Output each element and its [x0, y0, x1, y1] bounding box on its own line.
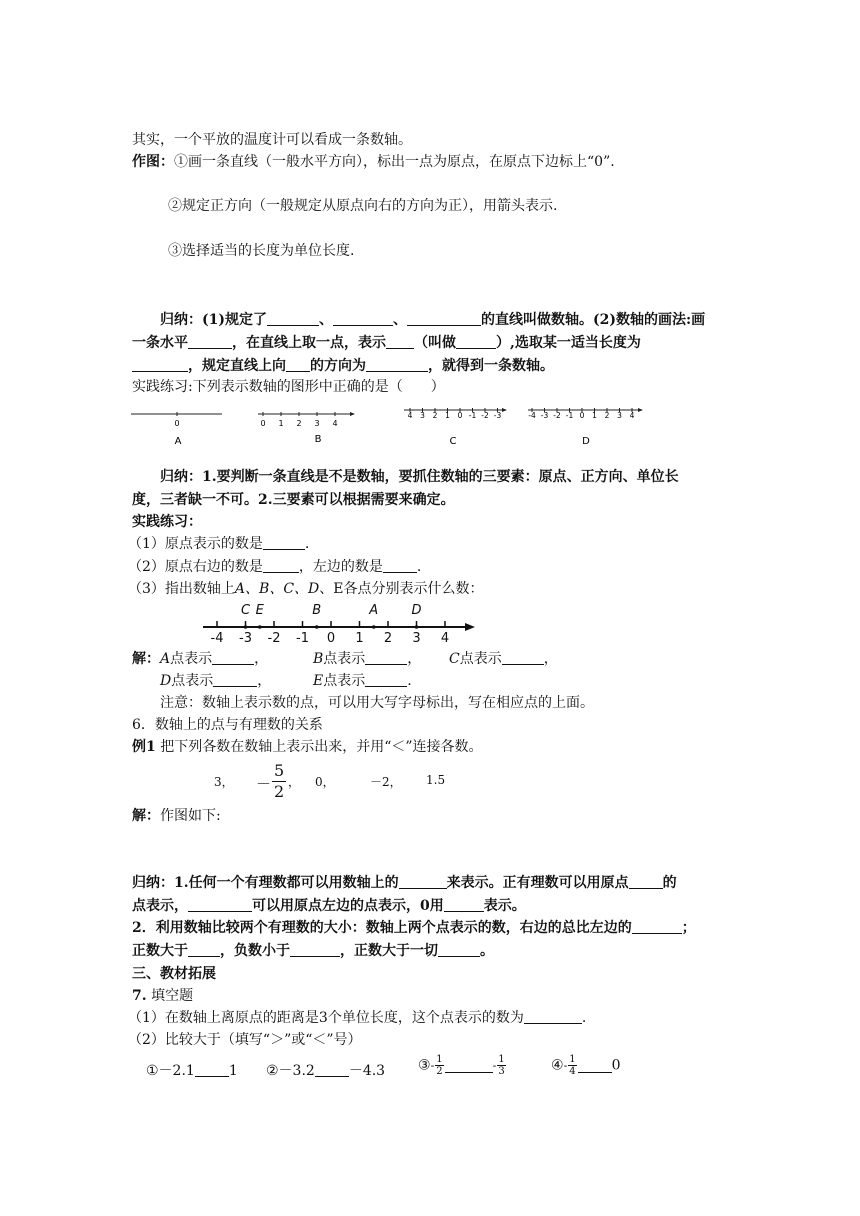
- punct: ，: [257, 673, 272, 689]
- q7-title: 填空题: [146, 988, 194, 1004]
- axis-c-tick-label: -3: [493, 411, 502, 420]
- minus-sign: －: [256, 775, 272, 793]
- intro-text: 其实，一个平放的温度计可以看成一条数轴。: [132, 132, 412, 148]
- summary3-line4: [132, 942, 494, 960]
- q7-part-2: （2）比较大于（填写“＞”或“＜”号）: [128, 1032, 362, 1048]
- compare-4: [551, 1054, 621, 1077]
- numerator: 1: [569, 1054, 576, 1065]
- point-c-label: C: [240, 603, 251, 618]
- q7-part-1: [128, 1009, 586, 1027]
- compare-right: －4.3: [348, 1063, 386, 1079]
- point-c-dot: [244, 625, 248, 629]
- axis-c-tick-label: 0: [457, 411, 463, 420]
- axis-b-tick-label: 0: [260, 419, 266, 428]
- practice2-q3-letters: A、B、C、D: [234, 581, 320, 597]
- q7-heading: [132, 987, 193, 1005]
- summary3-part: 点表示，: [132, 898, 188, 914]
- point-e-dot: [258, 625, 262, 629]
- number-line-arrow: [465, 623, 475, 631]
- fill-blank[interactable]: [456, 334, 496, 349]
- summary3-part: ，负数小于: [220, 943, 290, 959]
- fill-blank[interactable]: [365, 650, 407, 665]
- numerator: 5: [274, 761, 285, 780]
- compare-right: 1: [228, 1063, 238, 1079]
- number-line-tick-label: 1: [355, 631, 364, 646]
- punct: ，: [254, 651, 269, 667]
- section-3-heading: 三、教材拓展: [132, 966, 216, 982]
- example-1-text: 把下列各数在数轴上表示出来，并用“＜”连接各数。: [155, 739, 483, 755]
- solution-text: 作图如下:: [160, 808, 221, 824]
- summary3-part: 2．利用数轴比较两个有理数的大小：数轴上两个点表示的数，右边的总比左边的: [132, 920, 632, 936]
- axis-c-arrow: [502, 408, 507, 412]
- practice2-q1: [128, 535, 309, 553]
- compare-marker: ④: [551, 1057, 564, 1074]
- practice2-q2-text: ，左边的数是: [298, 559, 383, 575]
- summary3-part: 正数大于: [132, 943, 188, 959]
- numerator: 1: [436, 1054, 443, 1065]
- summary3-part: 表示。: [483, 898, 526, 914]
- compare-right: 0: [611, 1057, 621, 1074]
- fill-blank[interactable]: [132, 357, 188, 372]
- example-1: [132, 738, 483, 756]
- point-b-ref: B: [313, 651, 324, 667]
- fill-blank[interactable]: [213, 672, 257, 687]
- fill-blank[interactable]: [383, 558, 417, 573]
- answer-d: [160, 672, 271, 690]
- axis-b-tick-label: 3: [314, 419, 320, 428]
- number-line-tick-label: 0: [326, 631, 336, 646]
- point-d-ref: D: [160, 673, 172, 689]
- summary1-part: 的方向为: [310, 358, 366, 374]
- compare-left: ①－2.1: [146, 1063, 195, 1079]
- q7-number: 7.: [132, 988, 147, 1004]
- example-number: 3，: [214, 775, 234, 789]
- answer-text: 点表示: [323, 651, 366, 667]
- fill-blank[interactable]: [386, 334, 414, 349]
- fill-blank[interactable]: [502, 650, 544, 665]
- summary1-part: ，就得到一条数轴。: [428, 358, 554, 374]
- summary1-part: 、: [319, 312, 333, 328]
- practice2-q3-text: 、E各点分别表示什么数：: [319, 581, 484, 597]
- summary3-part: 归纳：1.任何一个有理数都可以用数轴上的: [132, 875, 399, 891]
- answer-text: 点表示: [323, 673, 366, 689]
- answer-b: [313, 650, 421, 668]
- denominator: 3: [498, 1066, 505, 1077]
- fill-blank[interactable]: [188, 334, 232, 349]
- fill-blank[interactable]: [286, 357, 310, 372]
- fill-blank[interactable]: [263, 558, 299, 573]
- point-a-ref: A: [160, 651, 171, 667]
- axis-a-tick-label: 0: [174, 419, 180, 428]
- fill-blank[interactable]: [315, 1062, 349, 1077]
- fill-blank[interactable]: [407, 311, 481, 326]
- practice2-q2: [128, 558, 421, 576]
- fill-blank[interactable]: [632, 919, 682, 934]
- axis-b: [258, 412, 355, 428]
- punct: ，: [543, 651, 558, 667]
- compare-marker: ③: [418, 1057, 431, 1074]
- denominator: 2: [436, 1066, 443, 1077]
- axis-b-tick-label: 2: [296, 419, 302, 428]
- section-6-heading: 6．数轴上的点与有理数的关系: [132, 717, 323, 733]
- practice2-q3: [128, 580, 484, 598]
- option-b-label[interactable]: B: [314, 434, 322, 445]
- answer-text: 点表示: [171, 673, 214, 689]
- point-b-label: B: [312, 603, 322, 618]
- summary3-part: ；: [681, 920, 696, 936]
- summary3-part: 。: [480, 943, 494, 959]
- fill-blank[interactable]: [263, 535, 305, 550]
- draw-step-1-text: ①画一条直线（一般水平方向），标出一点为原点，在原点下边标上“0”.: [174, 154, 615, 170]
- number-line-tick-label: -3: [239, 631, 252, 646]
- summary2-line2: 度，三者缺一不可。2.三要素可以根据需要来确定。: [132, 492, 455, 508]
- fraction-one-quarter: [568, 1054, 576, 1077]
- example-number: －2，: [370, 775, 402, 789]
- fill-blank[interactable]: [365, 672, 407, 687]
- point-e-label: E: [255, 603, 264, 618]
- fill-blank[interactable]: [290, 942, 340, 957]
- note-text: 注意：数轴上表示数的点，可以用大写字母标出，写在相应点的上面。: [160, 695, 594, 711]
- answer-text: 点表示: [459, 651, 502, 667]
- minus-sign: -: [492, 1059, 497, 1072]
- summary1-line3: [132, 357, 554, 375]
- summary3-line1: [132, 874, 677, 892]
- axis-d-arrow: [638, 408, 643, 412]
- summary1-part: 、: [393, 312, 407, 328]
- fill-blank[interactable]: [399, 874, 447, 889]
- summary1-line1: [160, 311, 705, 329]
- axis-options-figure: [128, 402, 648, 452]
- axis-c-tick-label: 4: [407, 411, 413, 420]
- practice1-question: 实践练习:下列表示数轴的图形中正确的是（ ）: [132, 379, 445, 395]
- practice2-q1-text: （1）原点表示的数是: [128, 536, 263, 552]
- draw-label: 作图：: [132, 154, 174, 170]
- numerator: 1: [498, 1054, 505, 1065]
- summary2-line1: 归纳：1.要判断一条直线是不是数轴，要抓住数轴的三要素：原点、正方向、单位长: [160, 469, 679, 485]
- compare-2: [266, 1060, 385, 1080]
- summary1-part: 一条水平: [132, 335, 188, 351]
- axis-d-tick-label: 4: [629, 411, 635, 420]
- solution: [132, 807, 221, 825]
- fill-blank[interactable]: [333, 311, 393, 326]
- punct: .: [304, 536, 310, 552]
- compare-1: [146, 1060, 238, 1080]
- axis-d-tick-label: -2: [553, 411, 561, 420]
- option-d-label[interactable]: D: [582, 436, 590, 447]
- axis-d-tick-label: 2: [604, 411, 610, 420]
- answer-label: 解：: [132, 651, 160, 667]
- axis-b-arrow: [350, 412, 355, 416]
- fill-blank[interactable]: [188, 942, 220, 957]
- punct: ，: [407, 651, 422, 667]
- number-line-tick-label: 4: [440, 631, 450, 646]
- practice2-title: 实践练习：: [132, 514, 202, 530]
- fraction-five-halves: [272, 761, 286, 802]
- axis-d-tick-label: -4: [528, 411, 536, 420]
- point-d-dot: [415, 625, 419, 629]
- point-b-dot: [315, 625, 319, 629]
- summary1-part: ，规定直线上向: [188, 358, 286, 374]
- answer-c: [449, 650, 558, 668]
- fill-blank[interactable]: [188, 897, 252, 912]
- axis-c-tick-label: 2: [432, 411, 438, 420]
- fill-blank[interactable]: [212, 650, 254, 665]
- punct: .: [581, 1010, 587, 1026]
- summary3-line3: [132, 919, 696, 937]
- summary1-part: （叫做: [414, 335, 456, 351]
- fill-blank[interactable]: [444, 897, 484, 912]
- summary3-part: 可以用原点左边的点表示，0用: [252, 898, 444, 914]
- fill-blank[interactable]: [445, 1058, 493, 1073]
- point-d-label: D: [411, 603, 422, 618]
- axis-c: [404, 408, 507, 420]
- punct: .: [407, 673, 412, 689]
- minus-sign: -: [563, 1059, 568, 1072]
- axis-d-tick-label: 3: [617, 411, 622, 420]
- answer-e: [313, 672, 412, 690]
- point-c-ref: C: [449, 651, 460, 667]
- q7-part-1-text: （1）在数轴上离原点的距离是3个单位长度，这个点表示的数为: [128, 1010, 524, 1026]
- number-line-figure: [195, 600, 485, 646]
- number-line-tick-label: 3: [412, 631, 421, 646]
- fill-blank[interactable]: [524, 1009, 582, 1024]
- axis-b-tick-label: 4: [332, 419, 338, 428]
- fraction-one-third: [497, 1054, 505, 1077]
- fraction-one-half: [435, 1054, 443, 1077]
- fill-blank[interactable]: [438, 942, 480, 957]
- point-a-dot: [372, 625, 376, 629]
- summary1-part: 的直线叫做数轴。(2)数轴的画法:画: [481, 312, 706, 328]
- axis-c-tick-label: 3: [420, 411, 425, 420]
- summary1-part: 归纳：(1)规定了: [160, 312, 267, 328]
- axis-c-tick-label: -1: [468, 411, 477, 420]
- number-line-tick-label: 2: [383, 631, 393, 646]
- number-line-tick-label: -1: [296, 631, 309, 646]
- example-number: ，: [288, 775, 301, 789]
- axis-d-tick-label: 1: [592, 411, 597, 420]
- axis-d: [528, 408, 643, 420]
- punct: .: [416, 559, 422, 575]
- point-e-ref: E: [313, 673, 324, 689]
- number-line: [203, 603, 475, 646]
- axis-d-tick-label: -1: [565, 411, 574, 420]
- fill-blank[interactable]: [578, 1058, 612, 1073]
- denominator: 4: [569, 1066, 576, 1077]
- summary3-part: ，正数大于一切: [340, 943, 438, 959]
- denominator: 2: [274, 782, 285, 801]
- summary1-part: ，在直线上取一点，表示: [232, 335, 386, 351]
- example-number: 0，: [315, 775, 335, 789]
- number-line-tick-label: -2: [267, 631, 281, 646]
- number-line-tick-label: -4: [210, 631, 224, 646]
- example-1-label: 例1: [132, 739, 156, 755]
- draw-step-1: [132, 153, 615, 171]
- example-number: 1.5: [426, 773, 446, 787]
- axis-d-tick-label: 0: [579, 411, 585, 420]
- solution-label: 解：: [132, 808, 160, 824]
- minus-sign: -: [430, 1059, 435, 1072]
- axis-b-tick-label: 1: [278, 419, 284, 428]
- summary1-part: ）,选取某一适当长度为: [496, 335, 641, 351]
- compare-left: ②－3.2: [266, 1063, 315, 1079]
- fill-blank[interactable]: [195, 1062, 229, 1077]
- summary3-part: 来表示。正有理数可以用原点: [446, 875, 629, 891]
- compare-3: [418, 1054, 507, 1077]
- summary3-part: 的: [662, 875, 677, 891]
- option-a-label[interactable]: A: [174, 436, 182, 447]
- answer-text: 点表示: [170, 651, 213, 667]
- fill-blank[interactable]: [267, 311, 319, 326]
- practice2-q2-text: （2）原点右边的数是: [128, 559, 263, 575]
- draw-step-2: ②规定正方向（一般规定从原点向右的方向为正），用箭头表示.: [168, 198, 558, 214]
- option-c-label[interactable]: C: [449, 436, 457, 447]
- axis-c-tick-label: -2: [481, 411, 489, 420]
- point-a-label: A: [369, 603, 379, 618]
- practice2-q3-text: （3）指出数轴上: [128, 581, 235, 597]
- summary3-line2: [132, 897, 526, 915]
- axis-c-tick-label: 1: [445, 411, 450, 420]
- draw-step-3: ③选择适当的长度为单位长度.: [168, 243, 355, 259]
- answer-line1: [132, 650, 268, 668]
- axis-d-tick-label: -3: [540, 411, 549, 420]
- fill-blank[interactable]: [366, 357, 428, 372]
- fill-blank[interactable]: [629, 874, 663, 889]
- summary1-line2: [132, 334, 641, 352]
